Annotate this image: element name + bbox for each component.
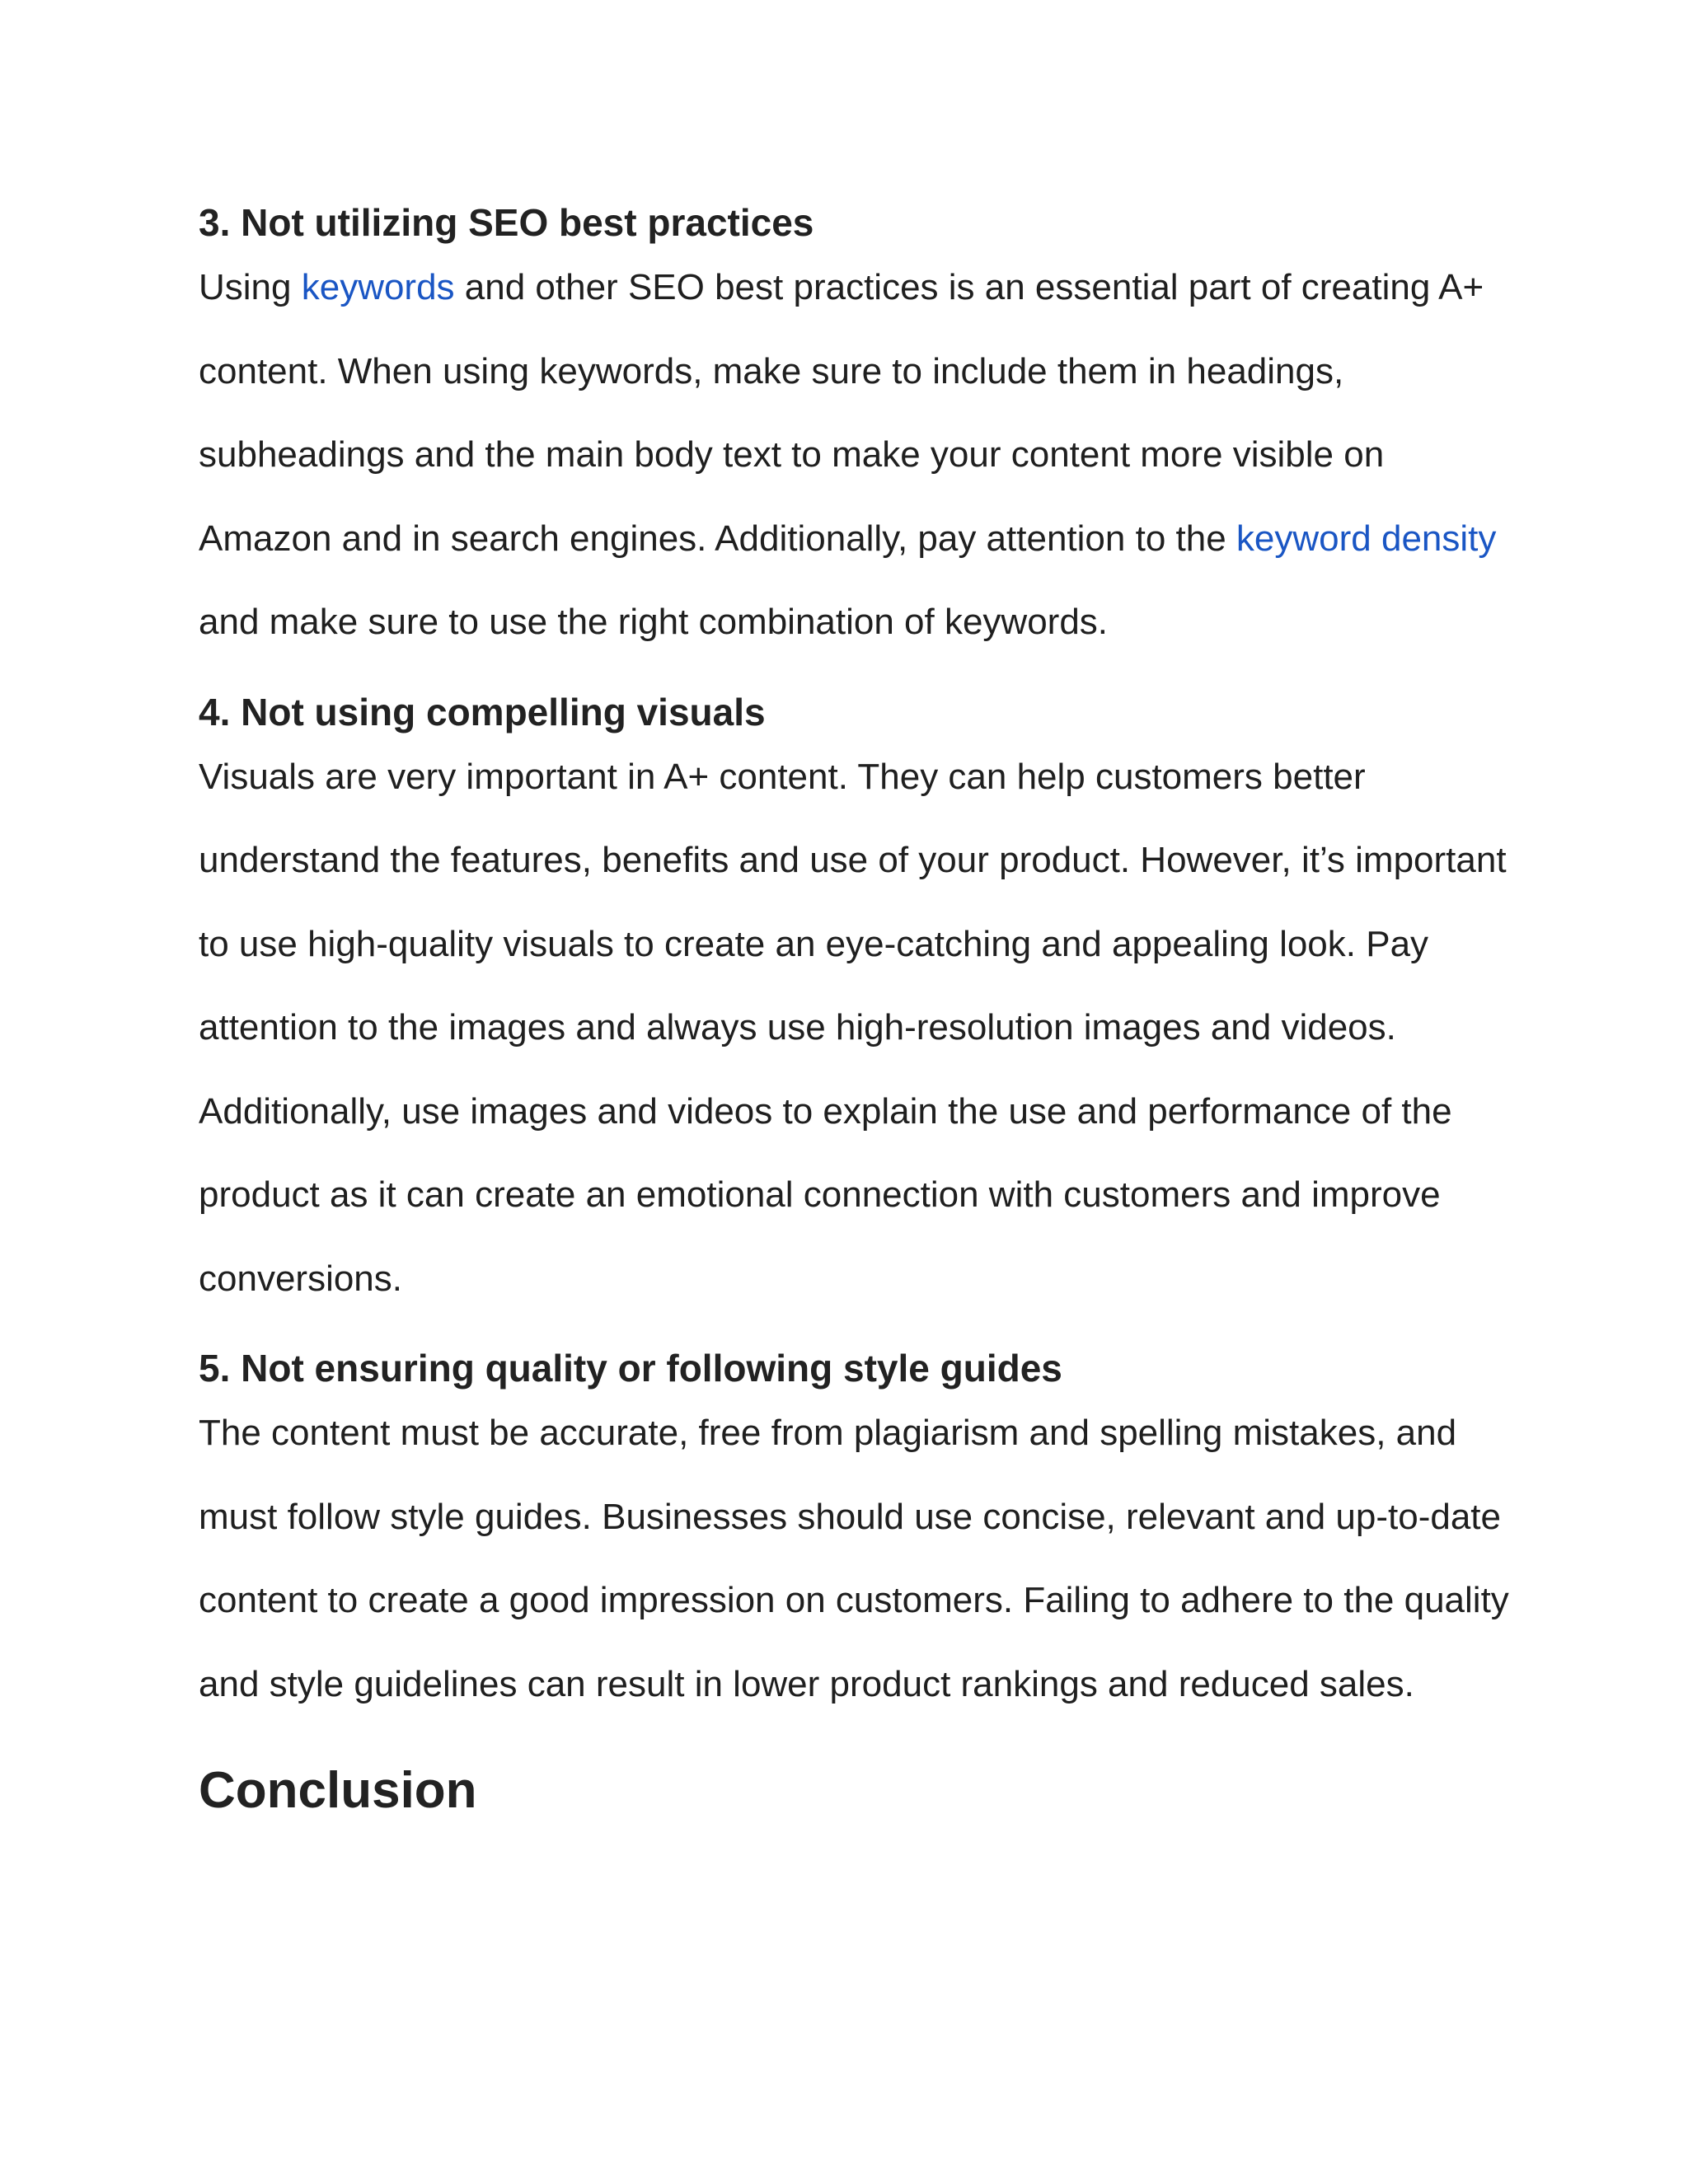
- paragraph-text: and other SEO best practices is an essential part of creating A+ content. When using keywords, make sure to include them in headings, subheadings and the main body text to make your content more visible on Amazon and in search engines. Additionally, pay attention to the: [199, 267, 1484, 559]
- keyword-density-link[interactable]: keyword density: [1236, 518, 1497, 559]
- section-seo: [199, 196, 1517, 664]
- section-heading: 3. Not utilizing SEO best practices: [199, 201, 814, 244]
- section-heading: 5. Not ensuring quality or following style guides: [199, 1347, 1062, 1390]
- section-paragraph: Visuals are very important in A+ content. They can help customers better understand the features, benefits and use of your product. However, it’s important to use high-quality visuals to create an eye-catching and appealing look. Pay attention to the images and always use high-resolution images and videos. Additionally, use images and videos to explain the use and performance of the product as it can create an emotional connection with customers and improve conversions.: [199, 756, 1507, 1299]
- section-paragraph: The content must be accurate, free from plagiarism and spelling mistakes, and must follow style guides. Businesses should use concise, relevant and up-to-date content to create a good impression on customers. Failing to adhere to the quality and style guidelines can result in lower product rankings and reduced sales.: [199, 1413, 1509, 1704]
- paragraph-text: and make sure to use the right combination of keywords.: [199, 602, 1109, 642]
- section-heading: 4. Not using compelling visuals: [199, 690, 766, 733]
- keywords-link[interactable]: keywords: [301, 267, 455, 307]
- section-visuals: [199, 686, 1517, 1321]
- section-quality: [199, 1342, 1517, 1726]
- conclusion-heading: Conclusion: [199, 1762, 477, 1819]
- section-paragraph: [199, 246, 1517, 664]
- document-page: [199, 196, 1517, 1828]
- paragraph-text: Using: [199, 267, 302, 307]
